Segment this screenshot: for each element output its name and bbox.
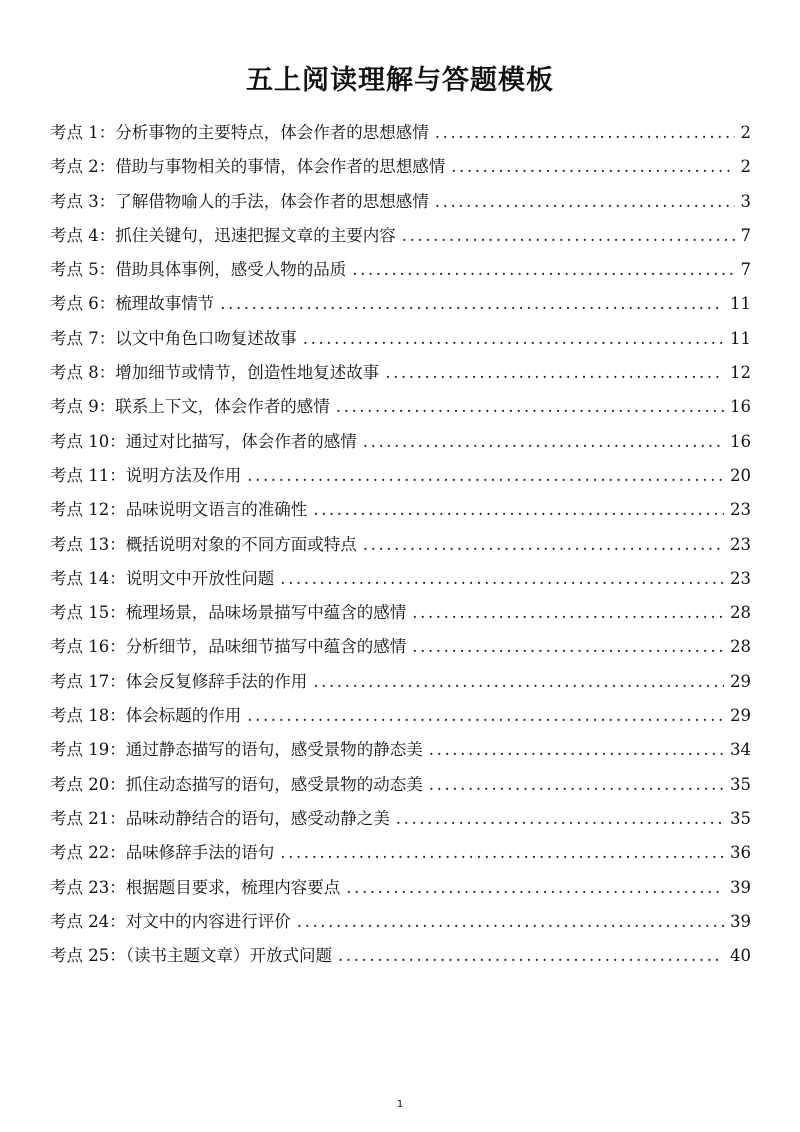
toc-dot-leader bbox=[412, 630, 724, 664]
toc-entry-page: 39 bbox=[730, 877, 751, 897]
toc-entry-page: 16 bbox=[730, 431, 751, 451]
document-title: 五上阅读理解与答题模板 bbox=[246, 65, 554, 96]
toc-entry-label: 考点 10：通过对比描写，体会作者的感情 bbox=[50, 431, 357, 451]
toc-entry[interactable] bbox=[50, 630, 751, 664]
toc-dot-leader bbox=[313, 665, 724, 699]
toc-dot-leader bbox=[385, 356, 724, 390]
toc-dot-leader bbox=[280, 836, 724, 870]
toc-entry[interactable] bbox=[50, 253, 751, 287]
toc-entry-label: 考点 2：借助与事物相关的事情，体会作者的思想感情 bbox=[50, 157, 446, 177]
toc-dot-leader bbox=[429, 733, 724, 767]
toc-entry-page: 16 bbox=[730, 397, 751, 417]
toc-entry[interactable] bbox=[50, 528, 751, 562]
toc-entry-label: 考点 5：借助具体事例，感受人物的品质 bbox=[50, 260, 347, 280]
toc-entry[interactable] bbox=[50, 459, 751, 493]
toc-entry-page: 35 bbox=[730, 774, 751, 794]
toc-entry-page: 20 bbox=[730, 465, 751, 485]
toc-entry[interactable] bbox=[50, 356, 751, 390]
toc-dot-leader bbox=[412, 596, 724, 630]
toc-dot-leader bbox=[363, 528, 724, 562]
toc-entry[interactable] bbox=[50, 768, 751, 802]
toc-entry[interactable] bbox=[50, 871, 751, 905]
toc-entry[interactable] bbox=[50, 116, 751, 150]
toc-dot-leader bbox=[336, 390, 724, 424]
toc-entry[interactable] bbox=[50, 322, 751, 356]
toc-entry-page: 28 bbox=[730, 603, 751, 623]
toc-entry-label: 考点 8：增加细节或情节，创造性地复述故事 bbox=[50, 363, 380, 383]
toc-entry[interactable] bbox=[50, 905, 751, 939]
toc-entry[interactable] bbox=[50, 185, 751, 219]
toc-entry-label: 考点 24：对文中的内容进行评价 bbox=[50, 911, 291, 931]
toc-dot-leader bbox=[220, 287, 724, 321]
toc-entry[interactable] bbox=[50, 493, 751, 527]
toc-dot-leader bbox=[303, 322, 724, 356]
toc-entry[interactable] bbox=[50, 219, 751, 253]
toc-entry-page: 29 bbox=[730, 706, 751, 726]
toc-dot-leader bbox=[402, 219, 735, 253]
toc-entry-label: 考点 12：品味说明文语言的准确性 bbox=[50, 500, 308, 520]
toc-entry[interactable] bbox=[50, 390, 751, 424]
toc-entry-label: 考点 22：品味修辞手法的语句 bbox=[50, 843, 275, 863]
toc-entry-label: 考点 21：品味动静结合的语句，感受动静之美 bbox=[50, 808, 390, 828]
toc-entry-page: 34 bbox=[730, 740, 751, 760]
toc-entry-page: 28 bbox=[730, 637, 751, 657]
toc-entry-label: 考点 17：体会反复修辞手法的作用 bbox=[50, 671, 308, 691]
toc-entry-label: 考点 20：抓住动态描写的语句，感受景物的动态美 bbox=[50, 774, 423, 794]
toc-entry-label: 考点 23：根据题目要求，梳理内容要点 bbox=[50, 877, 341, 897]
toc-dot-leader bbox=[435, 185, 735, 219]
toc-entry-label: 考点 9：联系上下文，体会作者的感情 bbox=[50, 397, 330, 417]
toc-entry[interactable] bbox=[50, 425, 751, 459]
toc-dot-leader bbox=[346, 871, 724, 905]
toc-dot-leader bbox=[247, 699, 724, 733]
page-number: 1 bbox=[396, 1099, 404, 1110]
toc-entry-page: 7 bbox=[740, 225, 751, 245]
toc-entry-label: 考点 4：抓住关键句，迅速把握文章的主要内容 bbox=[50, 225, 396, 245]
toc-entry-label: 考点 7：以文中角色口吻复述故事 bbox=[50, 328, 297, 348]
toc-dot-leader bbox=[313, 493, 724, 527]
toc-entry[interactable] bbox=[50, 733, 751, 767]
toc-entry[interactable] bbox=[50, 596, 751, 630]
toc-entry-label: 考点 18：体会标题的作用 bbox=[50, 706, 242, 726]
toc-entry-label: 考点 11：说明方法及作用 bbox=[50, 465, 242, 485]
toc-entry-label: 考点 13：概括说明对象的不同方面或特点 bbox=[50, 534, 357, 554]
toc-entry-label: 考点 15：梳理场景，品味场景描写中蕴含的感情 bbox=[50, 603, 407, 623]
toc-entry[interactable] bbox=[50, 562, 751, 596]
toc-entry-label: 考点 6：梳理故事情节 bbox=[50, 294, 215, 314]
toc-entry-page: 12 bbox=[730, 363, 751, 383]
toc-entry[interactable] bbox=[50, 699, 751, 733]
toc-entry-label: 考点 25：（读书主题文章）开放式问题 bbox=[50, 946, 332, 966]
toc-entry-page: 2 bbox=[740, 123, 751, 142]
toc-entry[interactable] bbox=[50, 287, 751, 321]
toc-entry[interactable] bbox=[50, 665, 751, 699]
toc-entry-page: 39 bbox=[730, 911, 751, 931]
toc-dot-leader bbox=[429, 768, 724, 802]
toc-entry-page: 29 bbox=[730, 671, 751, 691]
toc-dot-leader bbox=[297, 905, 724, 939]
toc-dot-leader bbox=[247, 459, 724, 493]
toc-entry-page: 23 bbox=[730, 568, 751, 588]
toc-dot-leader bbox=[363, 425, 724, 459]
toc-entry-page: 35 bbox=[730, 808, 751, 828]
toc-entry-label: 考点 19：通过静态描写的语句，感受景物的静态美 bbox=[50, 740, 423, 760]
toc-entry-label: 考点 3：了解借物喻人的手法，体会作者的思想感情 bbox=[50, 191, 429, 211]
toc-entry-page: 11 bbox=[730, 294, 751, 314]
toc-dot-leader bbox=[451, 150, 734, 184]
table-of-contents bbox=[50, 116, 751, 973]
toc-entry-page: 3 bbox=[740, 191, 751, 211]
toc-entry[interactable] bbox=[50, 802, 751, 836]
toc-entry-page: 11 bbox=[730, 328, 751, 348]
toc-entry-label: 考点 16：分析细节，品味细节描写中蕴含的感情 bbox=[50, 637, 407, 657]
toc-dot-leader bbox=[352, 253, 734, 287]
toc-entry[interactable] bbox=[50, 836, 751, 870]
toc-dot-leader bbox=[338, 939, 724, 973]
toc-dot-leader bbox=[396, 802, 724, 836]
toc-entry-page: 40 bbox=[730, 946, 751, 966]
toc-dot-leader bbox=[280, 562, 724, 596]
toc-entry-page: 2 bbox=[740, 157, 751, 177]
toc-entry[interactable] bbox=[50, 150, 751, 184]
toc-entry-page: 7 bbox=[740, 260, 751, 280]
toc-entry-page: 23 bbox=[730, 534, 751, 554]
toc-entry-page: 36 bbox=[730, 843, 751, 863]
toc-entry-page: 23 bbox=[730, 500, 751, 520]
toc-entry[interactable] bbox=[50, 939, 751, 973]
toc-entry-label: 考点 14：说明文中开放性问题 bbox=[50, 568, 275, 588]
toc-dot-leader bbox=[435, 116, 735, 150]
toc-entry-label: 考点 1：分析事物的主要特点，体会作者的思想感情 bbox=[50, 123, 429, 142]
